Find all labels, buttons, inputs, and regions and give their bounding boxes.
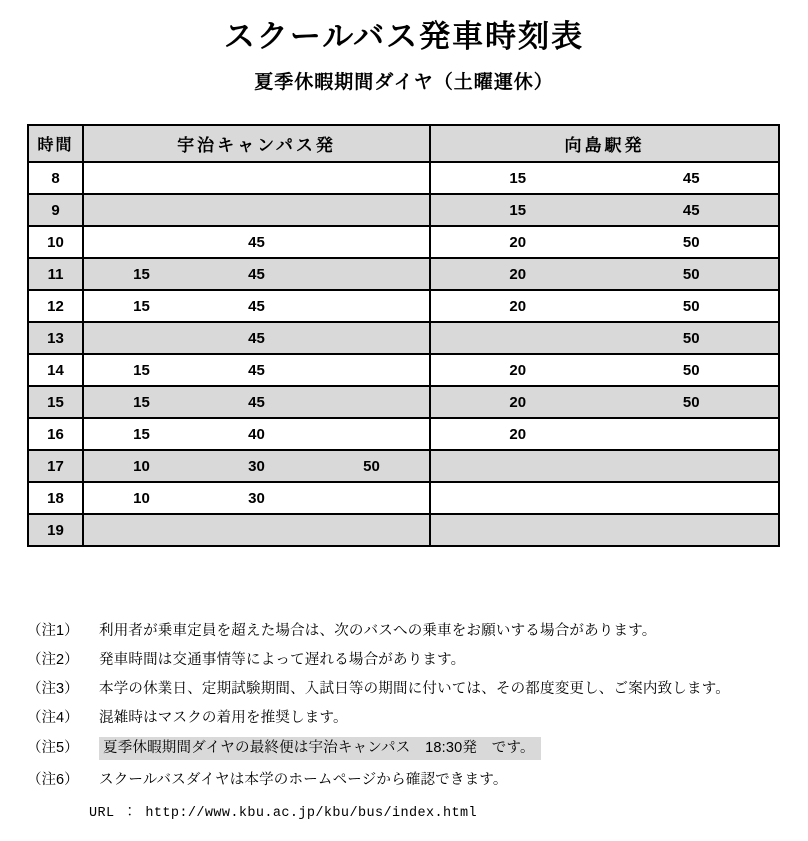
- note-text: スクールバスダイヤは本学のホームページから確認できます。: [99, 771, 508, 788]
- uji-departures-cell: [83, 482, 430, 514]
- departure-slots: [84, 355, 429, 385]
- departure-minute: 20: [509, 393, 527, 411]
- mukaijima-departures-cell: [430, 226, 779, 258]
- departure-minute: 50: [682, 361, 700, 379]
- uji-departures-cell: [83, 226, 430, 258]
- column-header-hour: 時間: [28, 125, 83, 162]
- bus-timetable: [27, 124, 780, 547]
- mukaijima-departures-cell: [430, 162, 779, 194]
- departure-slots: [431, 291, 778, 321]
- departure-slots: [431, 419, 778, 449]
- departure-minute: 50: [682, 393, 700, 411]
- note-item: [27, 739, 782, 760]
- departure-minute: 15: [509, 201, 527, 219]
- departure-slots: [431, 163, 778, 193]
- mukaijima-departures-cell: [430, 386, 779, 418]
- table-row: [28, 354, 779, 386]
- note-label: （注5）: [27, 739, 79, 756]
- table-row: [28, 418, 779, 450]
- mukaijima-departures-cell: [430, 322, 779, 354]
- note-label: （注1）: [27, 623, 79, 639]
- departure-slots: [84, 451, 429, 481]
- note-item: [27, 622, 782, 640]
- note-item: [27, 651, 782, 669]
- departure-slots: [84, 195, 429, 225]
- departure-slots: [84, 163, 429, 193]
- table-row: [28, 386, 779, 418]
- header-row: [28, 125, 779, 162]
- mukaijima-departures-cell: [430, 258, 779, 290]
- mukaijima-departures-cell: [430, 418, 779, 450]
- departure-minute: 15: [133, 297, 150, 315]
- departure-slots: [431, 387, 778, 417]
- mukaijima-departures-cell: [430, 354, 779, 386]
- table-row: [28, 194, 779, 226]
- departure-slots: [84, 419, 429, 449]
- departure-minute: 10: [133, 489, 150, 507]
- departure-minute: 45: [248, 329, 265, 347]
- departure-slots: [84, 259, 429, 289]
- departure-minute: 50: [363, 457, 380, 475]
- table-row: [28, 290, 779, 322]
- departure-minute: 45: [248, 393, 265, 411]
- column-header-mukaijima-station: 向島駅発: [430, 125, 779, 162]
- table-row: [28, 450, 779, 482]
- note-item: [27, 771, 782, 789]
- departure-minute: 50: [682, 233, 700, 251]
- departure-slots: [431, 451, 778, 481]
- table-row: [28, 322, 779, 354]
- departure-minute: 20: [509, 361, 527, 379]
- notes-section: [27, 622, 782, 821]
- note-label: （注3）: [27, 681, 79, 698]
- hour-cell: 9: [28, 194, 83, 226]
- departure-minute: 45: [248, 361, 265, 379]
- hour-cell: 15: [28, 386, 83, 418]
- hour-cell: 8: [28, 162, 83, 194]
- uji-departures-cell: [83, 354, 430, 386]
- departure-slots: [431, 259, 778, 289]
- hour-cell: 10: [28, 226, 83, 258]
- note-label: （注2）: [27, 652, 79, 669]
- departure-slots: [84, 291, 429, 321]
- mukaijima-departures-cell: [430, 450, 779, 482]
- departure-slots: [431, 515, 778, 545]
- departure-minute: 15: [133, 393, 150, 411]
- departure-minute: 15: [133, 361, 150, 379]
- hour-cell: 12: [28, 290, 83, 322]
- hour-cell: 14: [28, 354, 83, 386]
- note-text: 発車時間は交通事情等によって遅れる場合があります。: [99, 652, 466, 669]
- uji-departures-cell: [83, 258, 430, 290]
- departure-minute: 15: [133, 265, 150, 283]
- departure-minute: 50: [682, 329, 700, 347]
- departure-minute: 30: [248, 457, 265, 475]
- departure-slots: [84, 387, 429, 417]
- hour-cell: 13: [28, 322, 83, 354]
- mukaijima-departures-cell: [430, 290, 779, 322]
- departure-slots: [84, 483, 429, 513]
- departure-slots: [431, 355, 778, 385]
- departure-minute: 15: [509, 169, 527, 187]
- table-row: [28, 482, 779, 514]
- mukaijima-departures-cell: [430, 194, 779, 226]
- departure-minute: 30: [248, 489, 265, 507]
- uji-departures-cell: [83, 418, 430, 450]
- note-text: 混雑時はマスクの着用を推奨します。: [99, 710, 348, 727]
- timetable-container: [27, 124, 778, 547]
- uji-departures-cell: [83, 290, 430, 322]
- departure-minute: 50: [682, 265, 700, 283]
- departure-minute: 15: [133, 425, 150, 443]
- page-subtitle: 夏季休暇期間ダイヤ（土曜運休）: [254, 71, 554, 93]
- departure-minute: 40: [248, 425, 265, 443]
- departure-minute: 20: [509, 297, 527, 315]
- hour-cell: 16: [28, 418, 83, 450]
- departure-slots: [431, 483, 778, 513]
- departure-slots: [84, 227, 429, 257]
- table-row: [28, 162, 779, 194]
- mukaijima-departures-cell: [430, 482, 779, 514]
- hour-cell: 17: [28, 450, 83, 482]
- departure-minute: 20: [509, 265, 527, 283]
- departure-slots: [84, 515, 429, 545]
- departure-slots: [431, 195, 778, 225]
- note-text: 利用者が乗車定員を超えた場合は、次のバスへの乗車をお願いする場合があります。: [99, 623, 657, 639]
- departure-minute: 45: [682, 201, 700, 219]
- departure-slots: [431, 323, 778, 353]
- table-row: [28, 514, 779, 546]
- hour-cell: 19: [28, 514, 83, 546]
- mukaijima-departures-cell: [430, 514, 779, 546]
- hour-cell: 18: [28, 482, 83, 514]
- hour-cell: 11: [28, 258, 83, 290]
- timetable-body: [28, 162, 779, 546]
- note-text: 本学の休業日、定期試験期間、入試日等の期間に付いては、その都度変更し、ご案内致します。: [99, 681, 730, 698]
- departure-minute: 10: [133, 457, 150, 475]
- uji-departures-cell: [83, 450, 430, 482]
- page-title: スクールバス発車時刻表: [223, 19, 585, 54]
- column-header-uji-campus: 宇治キャンパス発: [83, 125, 430, 162]
- departure-minute: 45: [248, 233, 265, 251]
- table-row: [28, 258, 779, 290]
- note-item: [27, 680, 782, 698]
- departure-minute: 20: [509, 425, 527, 443]
- departure-minute: 50: [682, 297, 700, 315]
- note-label: （注6）: [27, 771, 79, 788]
- timetable-header: [28, 125, 779, 162]
- uji-departures-cell: [83, 386, 430, 418]
- departure-slots: [84, 323, 429, 353]
- bus-schedule-url[interactable]: URL ： http://www.kbu.ac.jp/kbu/bus/index.html: [89, 805, 477, 821]
- departure-slots: [431, 227, 778, 257]
- uji-departures-cell: [83, 514, 430, 546]
- departure-minute: 45: [248, 297, 265, 315]
- table-row: [28, 226, 779, 258]
- departure-minute: 20: [509, 233, 527, 251]
- uji-departures-cell: [83, 194, 430, 226]
- uji-departures-cell: [83, 162, 430, 194]
- note-text-highlighted: 夏季休暇期間ダイヤの最終便は宇治キャンパス 18:30発 です。: [99, 737, 541, 760]
- note-item: [27, 709, 782, 727]
- uji-departures-cell: [83, 322, 430, 354]
- note-label: （注4）: [27, 710, 79, 727]
- departure-minute: 45: [248, 265, 265, 283]
- departure-minute: 45: [682, 169, 700, 187]
